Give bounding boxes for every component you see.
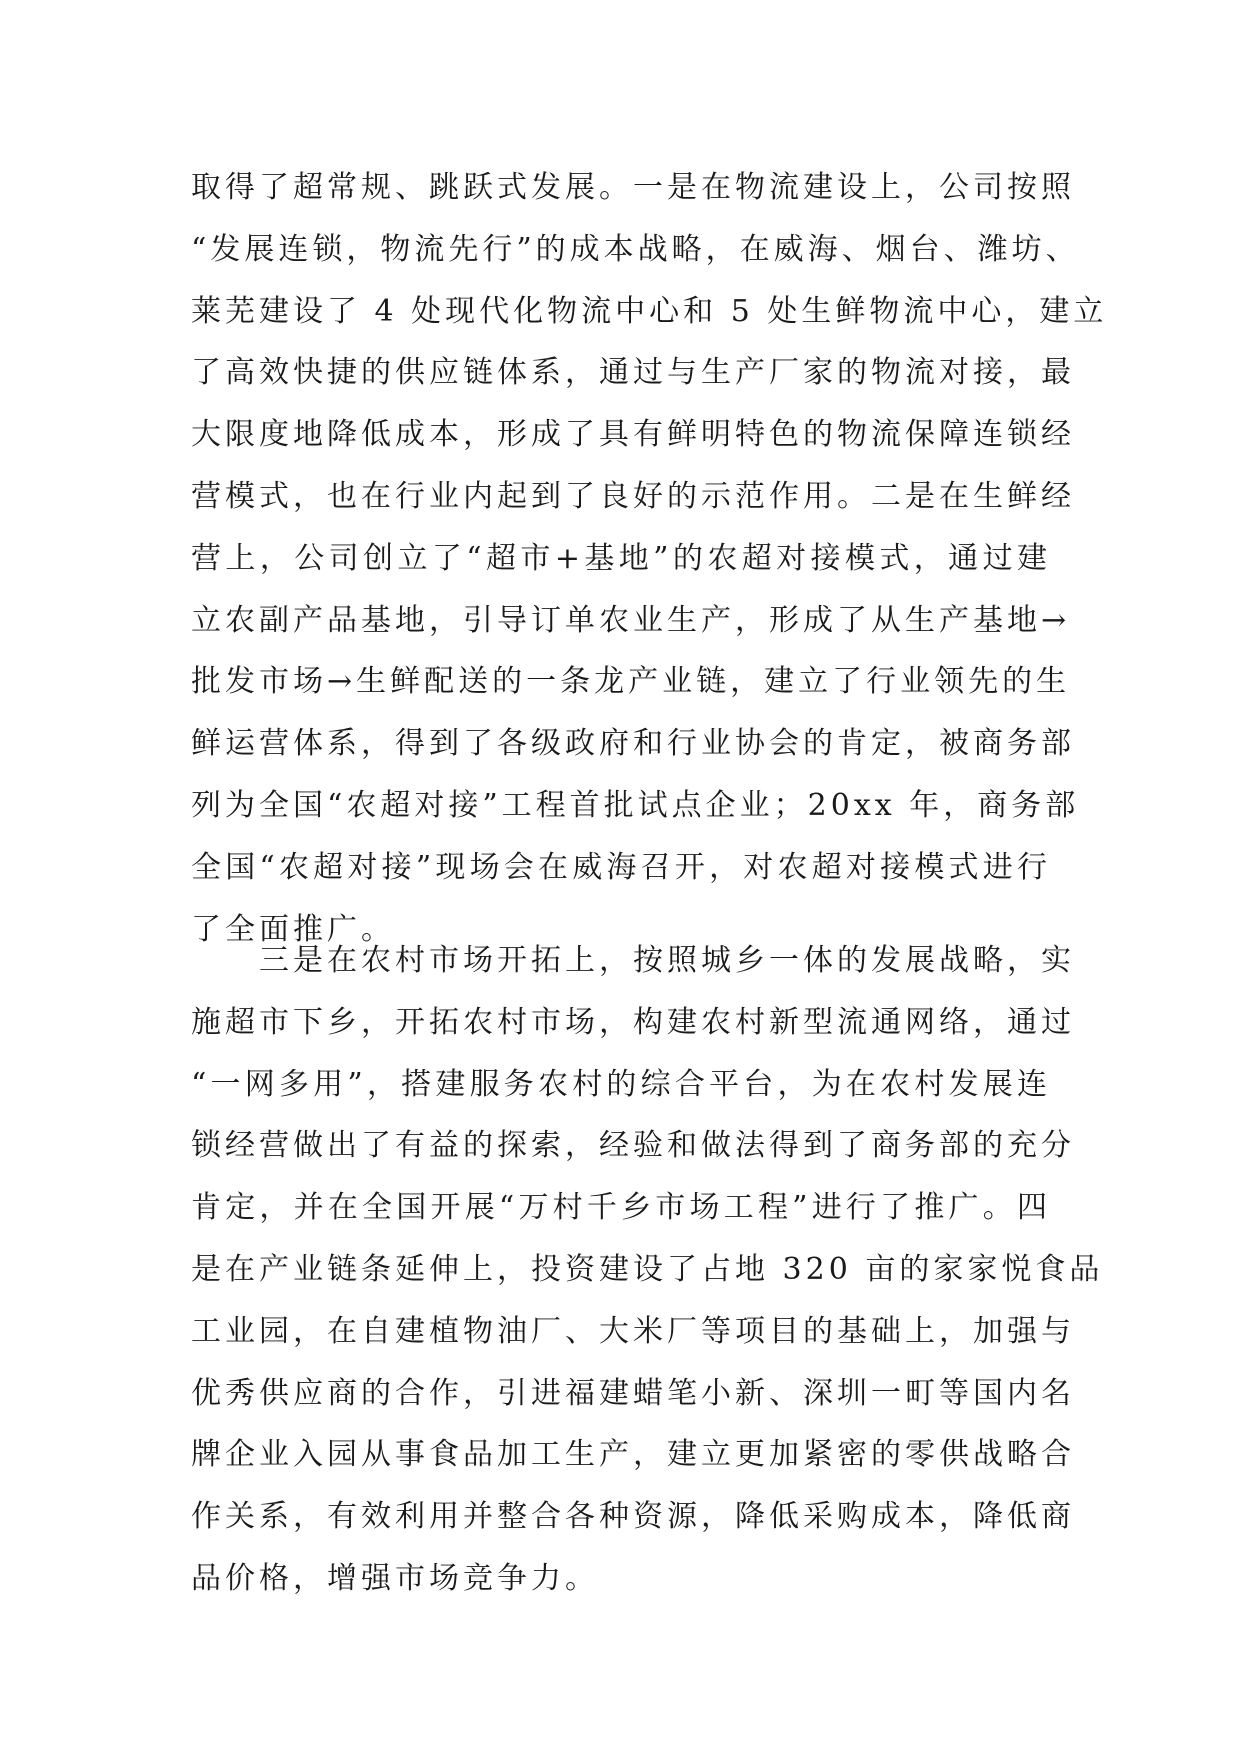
paragraph-line: 了全面推广。: [191, 911, 395, 947]
paragraph-line: 优秀供应商的合作，引进福建蜡笔小新、深圳一町等国内名: [191, 1375, 1075, 1411]
paragraph-line: 锁经营做出了有益的探索，经验和做法得到了商务部的充分: [191, 1128, 1075, 1164]
paragraph-2: [191, 930, 1104, 1610]
paragraph-1: [191, 157, 1108, 960]
paragraph-line: 施超市下乡，开拓农村市场，构建农村新型流通网络，通过: [191, 1004, 1075, 1040]
paragraph-line: 取得了超常规、跳跃式发展。一是在物流建设上，公司按照: [191, 170, 1075, 205]
paragraph-line: 营模式，也在行业内起到了良好的示范作用。二是在生鲜经: [191, 478, 1075, 514]
paragraph-line: 品价格，增强市场竞争力。: [191, 1560, 599, 1596]
paragraph-line: 列为全国“农超对接”工程首批试点企业；20xx 年，商务部: [191, 787, 1080, 823]
paragraph-line: 工业园，在自建植物油厂、大米厂等项目的基础上，加强与: [191, 1313, 1075, 1349]
paragraph-line: 牌企业入园从事食品加工生产，建立更加紧密的零供战略合: [191, 1437, 1075, 1473]
paragraph-line: 大限度地降低成本，形成了具有鲜明特色的物流保障连锁经: [191, 417, 1075, 453]
paragraph-line: 鲜运营体系，得到了各级政府和行业协会的肯定，被商务部: [191, 726, 1075, 762]
paragraph-line: “一网多用”，搭建服务农村的综合平台，为在农村发展连: [191, 1066, 1051, 1102]
paragraph-line: 了高效快捷的供应链体系，通过与生产厂家的物流对接，最: [191, 355, 1075, 391]
paragraph-line: 批发市场→生鲜配送的一条龙产业链，建立了行业领先的生: [191, 664, 1071, 700]
paragraph-line: “发展连锁，物流先行”的成本战略，在威海、烟台、潍坊、: [191, 231, 1080, 267]
paragraph-line: 三是在农村市场开拓上，按照城乡一体的发展战略，实: [259, 943, 1075, 978]
paragraph-line: 全国“农超对接”现场会在威海召开，对农超对接模式进行: [191, 849, 1051, 885]
paragraph-line: 立农副产品基地，引导订单农业生产，形成了从生产基地→: [191, 602, 1071, 638]
paragraph-line: 莱芜建设了 4 处现代化物流中心和 5 处生鲜物流中心，建立: [191, 293, 1108, 329]
paragraph-line: 作关系，有效利用并整合各种资源，降低采购成本，降低商: [191, 1499, 1075, 1535]
paragraph-line: 肯定，并在全国开展“万村千乡市场工程”进行了推广。四: [191, 1190, 1051, 1226]
paragraph-line: 营上，公司创立了“超市+基地”的农超对接模式，通过建: [191, 540, 1051, 576]
paragraph-line: 是在产业链条延伸上，投资建设了占地 320 亩的家家悦食品: [191, 1251, 1104, 1287]
